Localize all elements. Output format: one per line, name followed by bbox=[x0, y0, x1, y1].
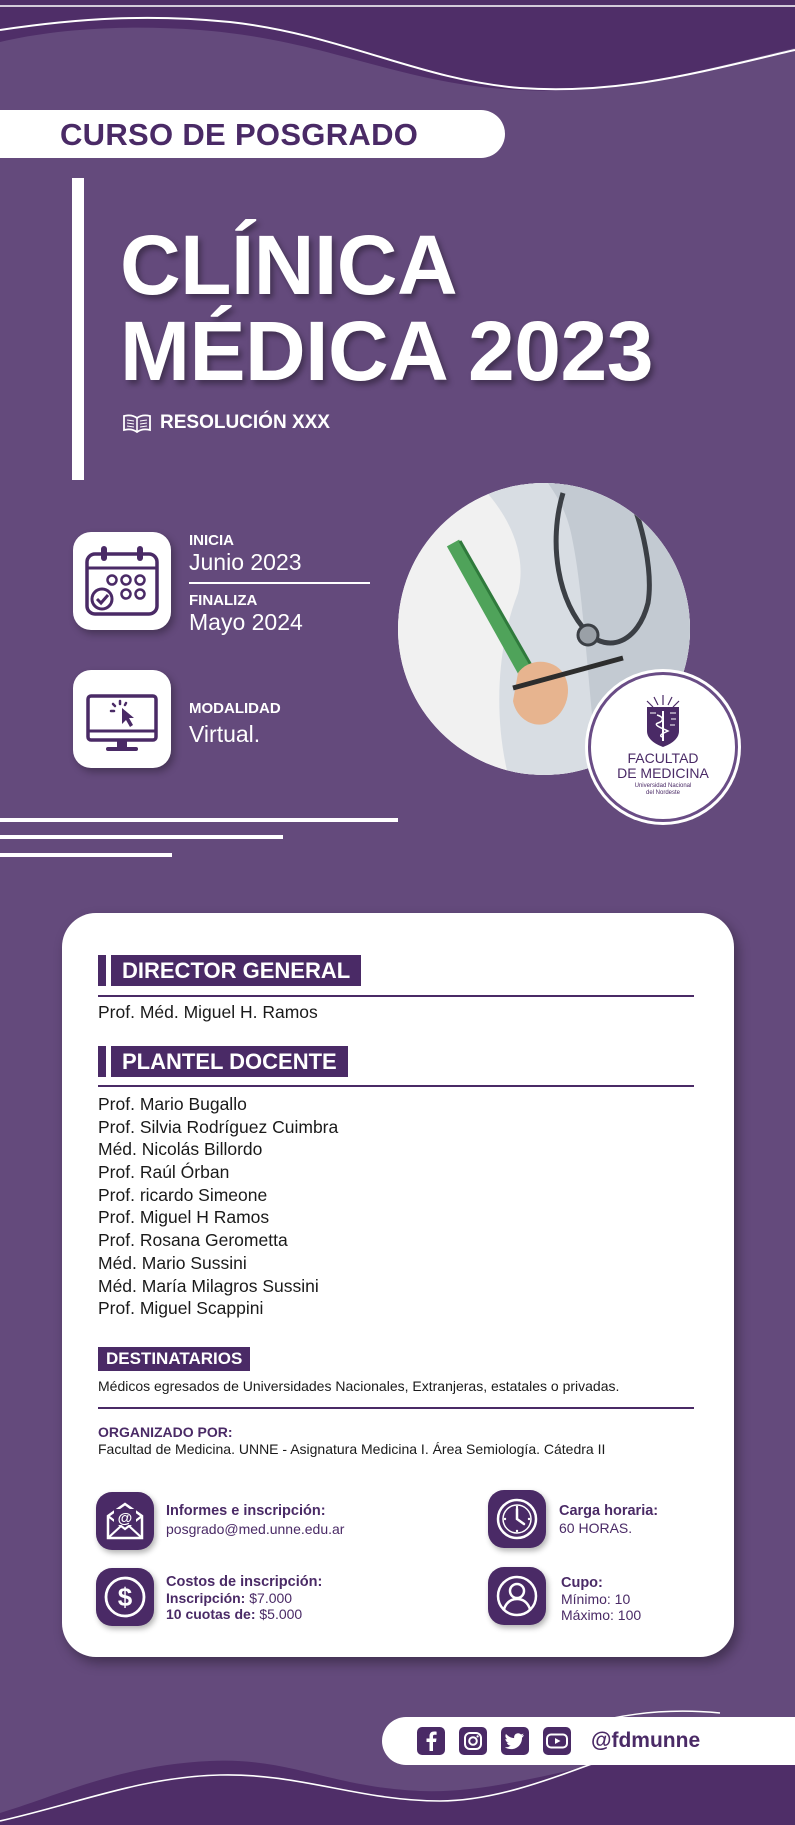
logo-line-2: DE MEDICINA bbox=[617, 765, 709, 781]
youtube-icon[interactable] bbox=[543, 1727, 571, 1755]
contact-title: Informes e inscripción: bbox=[166, 1503, 326, 1519]
user-icon-box bbox=[488, 1567, 546, 1625]
quota-title: Cupo: bbox=[561, 1575, 603, 1591]
social-bar bbox=[382, 1717, 795, 1765]
mode-label: MODALIDAD bbox=[189, 700, 281, 717]
mail-icon-box bbox=[96, 1492, 154, 1550]
organizer-label: ORGANIZADO POR: bbox=[98, 1424, 233, 1440]
cost-value-1: $7.000 bbox=[249, 1590, 293, 1606]
director-rule bbox=[98, 995, 694, 997]
list-item: Prof. Raúl Órban bbox=[98, 1162, 230, 1183]
twitter-icon[interactable] bbox=[501, 1727, 529, 1755]
course-title bbox=[120, 218, 653, 398]
list-item: Prof. Rosana Gerometta bbox=[98, 1230, 288, 1251]
logo-line-3: Universidad Nacional bbox=[634, 783, 692, 789]
stripe-1 bbox=[0, 818, 398, 822]
clock-icon-box bbox=[488, 1490, 546, 1548]
end-value: Mayo 2024 bbox=[189, 609, 303, 635]
monitor-icon bbox=[84, 684, 160, 754]
cost-value-2: $5.000 bbox=[259, 1606, 303, 1622]
mail-icon bbox=[104, 1500, 146, 1542]
list-item: Prof. Miguel Scappini bbox=[98, 1298, 264, 1319]
faculty-heading bbox=[98, 1046, 348, 1077]
cost-line-1 bbox=[166, 1590, 292, 1606]
cost-label-2: 10 cuotas de: bbox=[166, 1606, 256, 1622]
audience-heading: DESTINATARIOS bbox=[98, 1347, 250, 1371]
hours-title: Carga horaria: bbox=[559, 1503, 659, 1519]
director-heading bbox=[98, 955, 361, 986]
social-handle[interactable]: @fdmunne bbox=[591, 1729, 701, 1752]
book-icon bbox=[122, 413, 152, 433]
logo-line-4: del Nordeste bbox=[645, 790, 681, 796]
svg-text:@: @ bbox=[117, 1510, 133, 1527]
quota-min: Mínimo: 10 bbox=[561, 1591, 631, 1607]
end-label: FINALIZA bbox=[189, 592, 258, 609]
audience-rule bbox=[98, 1407, 694, 1409]
faculty-logo bbox=[588, 672, 738, 822]
quota-max: Máximo: 100 bbox=[561, 1607, 642, 1623]
course-type-pill bbox=[0, 110, 505, 158]
director-heading-label: DIRECTOR GENERAL bbox=[111, 955, 361, 986]
list-item: Méd. María Milagros Sussini bbox=[98, 1275, 319, 1296]
cost-line-2 bbox=[166, 1606, 302, 1622]
cost-title: Costos de inscripción: bbox=[166, 1574, 323, 1590]
list-item: Prof. Silvia Rodríguez Cuimbra bbox=[98, 1116, 339, 1137]
faculty-heading-label: PLANTEL DOCENTE bbox=[111, 1046, 348, 1077]
list-item: Prof. ricardo Simeone bbox=[98, 1184, 268, 1205]
director-name: Prof. Méd. Miguel H. Ramos bbox=[98, 1002, 318, 1022]
organizer-text: Facultad de Medicina. UNNE - Asignatura Medicina I. Área Semiología. Cátedra II bbox=[98, 1441, 606, 1457]
list-item: Méd. Mario Sussini bbox=[98, 1252, 247, 1273]
title-line-1: CLÍNICA bbox=[120, 218, 458, 312]
faculty-list bbox=[98, 1093, 338, 1320]
dollar-icon bbox=[103, 1575, 147, 1619]
dollar-icon-box bbox=[96, 1568, 154, 1626]
title-line-2: MÉDICA 2023 bbox=[120, 304, 653, 398]
list-item: Méd. Nicolás Billordo bbox=[98, 1139, 263, 1160]
schedule-divider bbox=[189, 582, 370, 584]
mode-value: Virtual. bbox=[189, 721, 261, 747]
calendar-icon-box bbox=[73, 532, 171, 630]
monitor-icon-box bbox=[73, 670, 171, 768]
svg-text:$: $ bbox=[117, 1582, 133, 1612]
audience-text: Médicos egresados de Universidades Nacionales, Extranjeras, estatales o privadas. bbox=[98, 1378, 620, 1394]
logo-line-1: FACULTAD bbox=[627, 750, 699, 766]
cost-label-1: Inscripción: bbox=[166, 1590, 246, 1606]
start-label: INICIA bbox=[189, 532, 234, 549]
stripe-2 bbox=[0, 835, 283, 839]
instagram-icon[interactable] bbox=[459, 1727, 487, 1755]
facebook-icon[interactable] bbox=[417, 1727, 445, 1755]
contact-email: posgrado@med.unne.edu.ar bbox=[166, 1521, 345, 1537]
start-value: Junio 2023 bbox=[189, 549, 302, 575]
info-card bbox=[62, 913, 734, 1657]
list-item: Prof. Miguel H Ramos bbox=[98, 1207, 270, 1228]
top-wave-decoration bbox=[0, 0, 795, 110]
user-icon bbox=[495, 1574, 539, 1618]
hours-value: 60 HORAS. bbox=[559, 1520, 633, 1536]
faculty-shield-icon bbox=[644, 695, 682, 747]
list-item: Prof. Mario Bugallo bbox=[98, 1094, 247, 1114]
resolution-text: RESOLUCIÓN XXX bbox=[160, 412, 330, 433]
clock-icon bbox=[495, 1497, 539, 1541]
course-type: CURSO DE POSGRADO bbox=[60, 117, 419, 152]
stripe-3 bbox=[0, 853, 172, 857]
resolution bbox=[122, 412, 330, 434]
faculty-rule bbox=[98, 1085, 694, 1087]
title-vertical-bar bbox=[72, 178, 84, 480]
calendar-icon bbox=[83, 544, 161, 618]
